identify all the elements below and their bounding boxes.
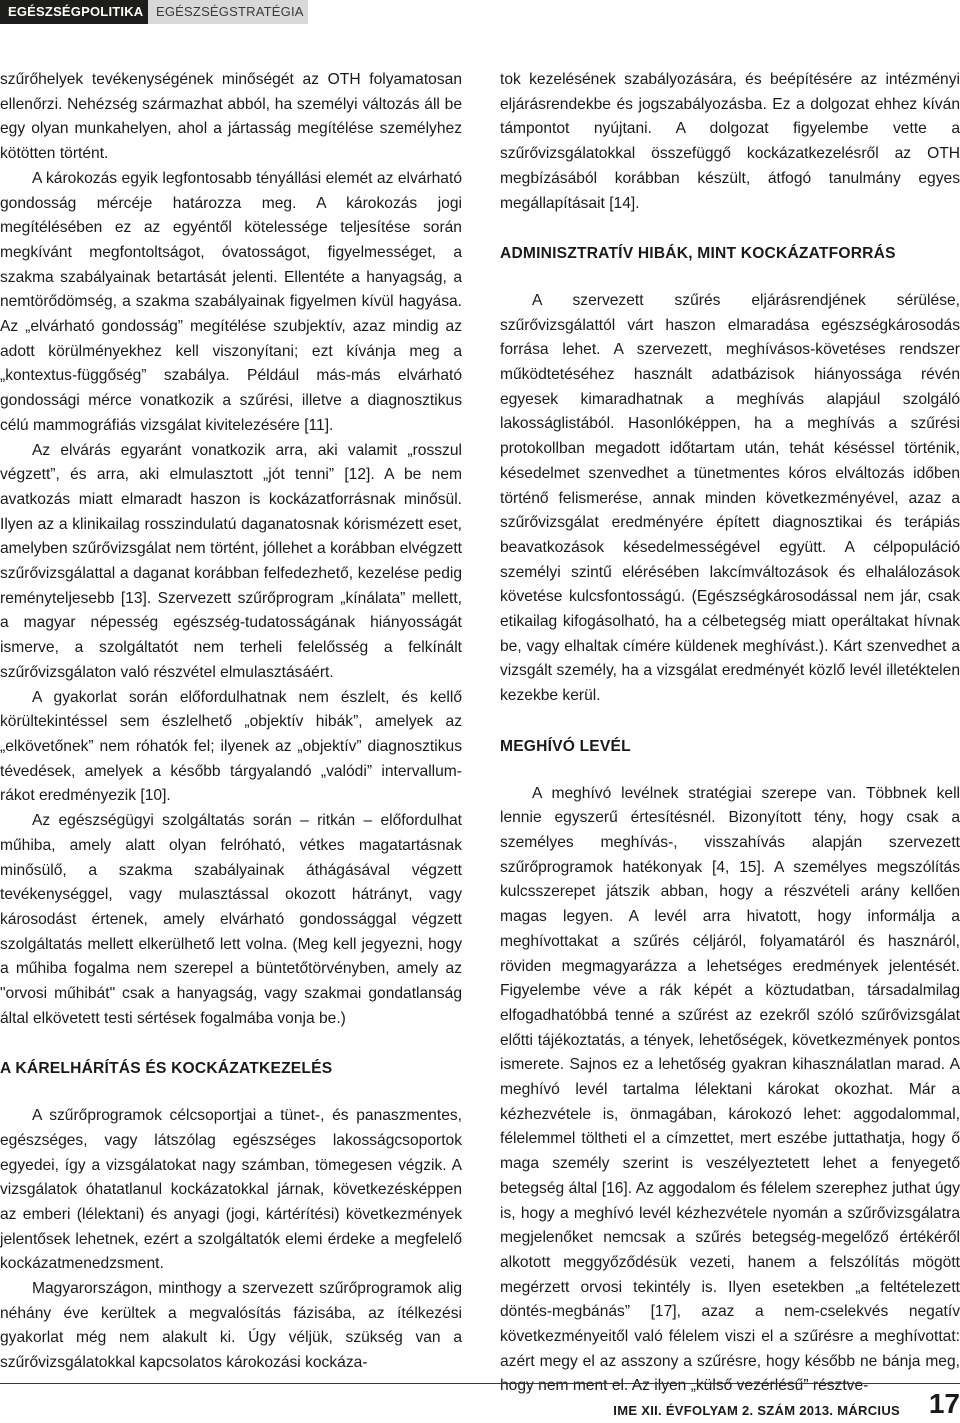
paragraph: A meghívó levélnek stratégiai szerepe van. Többnek kell lennie egyszerű értesítésnél. Bizonyított tény, hogy csak a személyes meghívás-, visszahívás alapján szervezett szűrőprogramok hatékonyak [4, 15]. A személyes megszólítás kulcsszerepet játszik abban, hogy a részvételi arány kellően magas legyen. A levél arra hivatott, hogy informálja a meghívottakat a szűrés céljáról, folyamatáról és hasznáról, röviden megmagyarázza a lehetséges eredmények jelentését. Figyelembe véve a rák képét a köztudatban, társadalmilag elfogadhatóbbá tenné a szűrést az ezekről szóló szűrővizsgálat előtti tájékoztatás, a tények, lehetőségek, következmények pontos ismerete. Sajnos ez a lehetőség gyakran kihasználatlan marad. A meghívó levél tartalma lélektani károkat okozhat. Már a kézhezvétele is, önmagában, károkozó lehet: aggodalommal, félelemmel töltheti el a címzettet, mert eszébe juttathatja, hogy ő maga személy szerint is veszélyeztetett lehet a fenyegető betegség által [16]. Az aggodalom és félelem szerephez juthat úgy is, hogy a meghívó levél kézhezvétele nyomán a szűrővizsgálatra megjelenőket nemcsak a szűrés betegség-megelőző értékéről alkotott meggyőződésük vezeti, hanem a felszólítás mögött megérzett orvosi tekintély is. Ilyen esetekben „a feltételezett döntés-megbánás” [17], azaz a nem-cselekvés negatív következményeitől való félelem viszi el a szűrésre a meghívottat: azért megy el az asszony a szűrésre, hogy később ne bánja meg, hogy nem ment el. Az ilyen „külső vezérlésű” résztve- bbox=[500, 784, 960, 1395]
right-column bbox=[500, 68, 960, 1399]
paragraph: A szűrőprogramok célcsoportjai a tünet-, és panaszmentes, egészséges, vagy látszólag egészséges lakosságcsoportok egyedei, így a vizsgálatokat nagy számban, tömegesen végzik. A vizsgálatok óhatatlanul kockázatokkal járnak, következésképpen az emberi (lélektani) és anyagi (jogi, kártérítési) következmények jelentősek lehetnek, ezért a szolgáltatók elemi érdeke a megfelelő kockázatmenedzsment. bbox=[0, 1107, 462, 1273]
subsection-label: EGÉSZSÉGSTRATÉGIA bbox=[148, 0, 308, 24]
paragraph: tok kezelésének szabályozására, és beépítésére az intézményi eljárásrendekbe és jogszabályozásba. Ez a dolgozat ehhez kíván támpontot nyújtani. A dolgozat figyelembe vette a szűrővizsgálatokkal összefüggő kockázatkezelésről az OTH megbízásából korábban készült, átfogó tanulmány egyes megállapításait [14]. bbox=[500, 71, 960, 212]
left-column bbox=[0, 68, 462, 1376]
section-label: EGÉSZSÉGPOLITIKA bbox=[0, 0, 148, 24]
paragraph: A szervezett szűrés eljárásrendjének sérülése, szűrővizsgálattól várt haszon elmaradása egészségkárosodás forrása lehet. A szervezett, meghívásos-követéses rendszer működtetéséhez használt adatbázisok hiányossága révén egyesek kimaradhatnak a meghívás alapjául szolgáló lakosságlistából. Hasonlóképpen, ha a meghívás a szűrési protokollban megadott időtartam után, tehát késéssel történik, késedelmet szenvedhet a tünetmentes kóros elváltozás időben történő felismerése, annak minden következményével, azaz a szűrővizsgálat eredményére épített diagnosztikai és terápiás beavatkozások késedelmességével együtt. A célpopuláció személyi szintű elérésében lakcímváltozások és elhalálozások követése kulcsfontosságú. (Egészségkárosodással nem jár, csak etikailag kifogásolható, ha a célbetegség miatt operáltakat hívnak be, vagy elhaltak címére küldenek meghívást.). Kárt szenvedhet a vizsgált személy, ha a vizsgálat eredményét közlő levél illetéktelen kezekbe kerül. bbox=[500, 291, 960, 705]
section-heading: MEGHÍVÓ LEVÉL bbox=[500, 737, 631, 755]
paragraph: Az egészségügyi szolgáltatás során – ritkán – előfordulhat műhiba, amely alatt olyan felróható, vétkes magatartásnak minősülő, a szakma szabályainak áthágásával végzett tevékenységgel, vagy mulasztással okozott hátrányt, vagy károsodást értenek, amely elvárható gondossággal végzett szolgáltatás mellett elkerülhető lett volna. (Meg kell jegyezni, hogy a műhiba fogalma nem szerepel a büntetőtörvényben, amely az "orvosi műhibát" csak a hanyagság, vagy szakmai gondatlanság által elkövetett testi sértések fogalmába vonja be.) bbox=[0, 812, 462, 1027]
paragraph: A gyakorlat során előfordulhatnak nem észlelt, és kellő körültekintéssel sem észlelhető „objektív hibák”, amelyek az „elkövetőnek” nem róhatók fel; ilyenek az „objektív” diagnosztikus tévedések, amelyek a később tárgyalandó „valódi” intervallum-rákot eredményezik [10]. bbox=[0, 688, 462, 805]
issue-info: IME XII. ÉVFOLYAM 2. SZÁM 2013. MÁRCIUS bbox=[613, 1403, 900, 1418]
paragraph: A károkozás egyik legfontosabb tényállási elemét az elvárható gondosság mércéje határozza meg. A károkozás jogi megítélésében ez az egyéntől kötelessége teljesítése során megkívánt megfontoltságot, óvatosságot, figyelmességet, a szakma szabályainak betartását jelenti. Ellentéte a hanyagság, a nemtörődömség, a szakma szabályainak figyelmen kívül hagyása. Az „elvárható gondosság” megítélése szubjektív, azaz mindig az adott körülményekhez kell viszonyítani; ezt kívánja meg a „kontextus-függőség” szabálya. Például más-más elvárható gondossági mérce vonatkozik a szűrési, illetve a diagnosztikus célú mammográfiás vizsgálat kivitelezésére [11]. bbox=[0, 169, 462, 434]
paragraph: szűrőhelyek tevékenységének minőségét az OTH folyamatosan ellenőrzi. Nehézség származhat abból, ha személyi változás áll be egy olyan munkahelyen, ahol a jártasság megítélése személyhez kötötten történt. bbox=[0, 71, 462, 163]
paragraph: Az elvárás egyaránt vonatkozik arra, aki valamit „rosszul végzett”, és arra, aki elmulasztott „jót tenni” [12]. A be nem avatkozás miatt elmaradt haszon is kockázatforrásnak minősül. Ilyen az a klinikailag rosszindulatú daganatosnak kórismézett eset, amelyben szűrővizsgálat nem történt, jóllehet a korábban elvégzett szűrővizsgálattal a daganat korábban felfedezhető, kezelése pedig reményteljesebb [13]. Szervezett szűrőprogram „kínálata” mellett, a magyar népesség egészség-tudatosságának hiányosságát ismerve, a szolgáltatót nem terheli felelősség a felkínált szűrővizsgálaton való részvétel elmulasztásáért. bbox=[0, 441, 462, 681]
header-bar bbox=[0, 0, 960, 24]
section-heading: A KÁRELHÁRÍTÁS ÉS KOCKÁZATKEZELÉS bbox=[0, 1060, 333, 1078]
paragraph: Magyarországon, minthogy a szervezett szűrőprogramok alig néhány éve kerültek a megvalósítás fázisába, az ítélkezési gyakorlat még nem alakult ki. Úgy véljük, szükség van a szűrővizsgálatokkal kapcsolatos károkozási kockáza- bbox=[0, 1280, 462, 1372]
footer-rule bbox=[0, 1383, 960, 1384]
page-number: 17 bbox=[928, 1388, 960, 1419]
page-footer bbox=[0, 1383, 960, 1423]
section-heading: ADMINISZTRATÍV HIBÁK, MINT KOCKÁZATFORRÁS bbox=[500, 245, 896, 263]
